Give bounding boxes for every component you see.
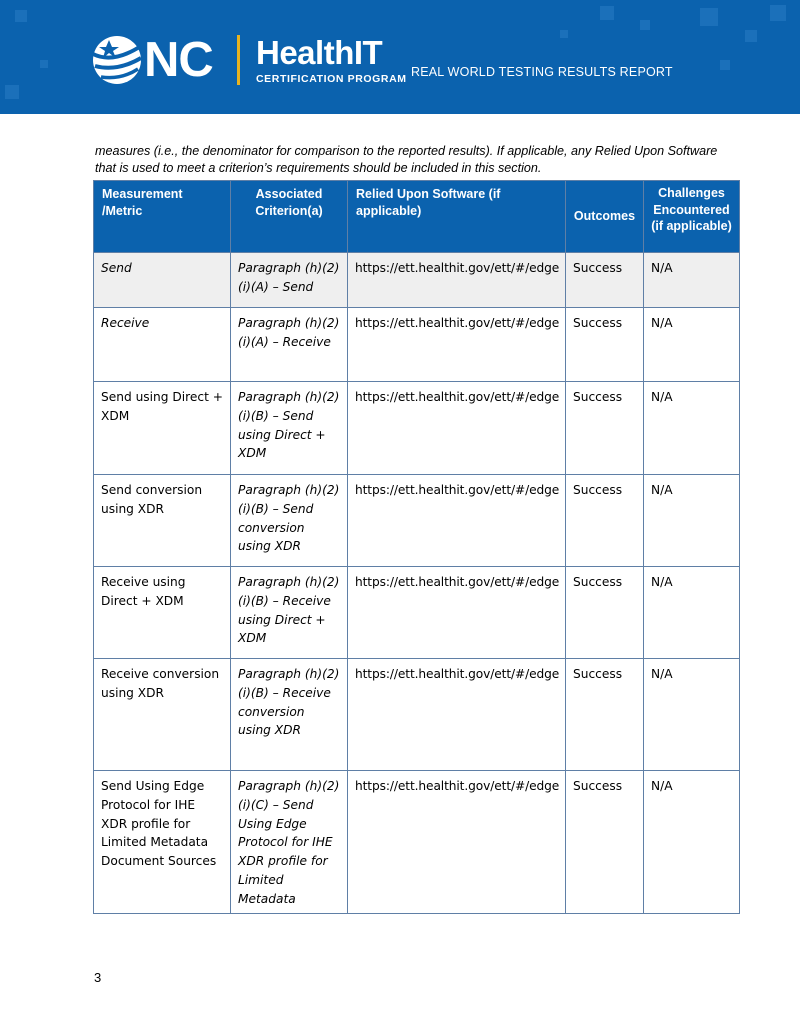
challenges-cell: N/A: [644, 382, 740, 475]
table-row: [94, 253, 740, 308]
certification-program-label: CERTIFICATION PROGRAM: [256, 73, 407, 85]
outcome-cell: Success: [566, 659, 644, 771]
challenges-cell: N/A: [644, 659, 740, 771]
header-challenges: Challenges Encountered (if applicable): [644, 181, 740, 253]
logo-divider: [237, 35, 240, 85]
challenges-cell: N/A: [644, 253, 740, 308]
table-row: [94, 475, 740, 567]
measurement-cell: Receive using Direct + XDM: [94, 567, 231, 659]
outcome-cell: Success: [566, 567, 644, 659]
table-row: [94, 659, 740, 771]
criterion-cell: Paragraph (h)(2)(i)(C) – Send Using Edge Protocol for IHE XDR profile for Limited Metadata: [231, 771, 348, 914]
measurement-cell: Send Using Edge Protocol for IHE XDR profile for Limited Metadata Document Sources: [94, 771, 231, 914]
outcome-cell: Success: [566, 308, 644, 382]
header-software: Relied Upon Software (if applicable): [348, 181, 566, 253]
header-measurement: Measurement /Metric: [94, 181, 231, 253]
measurement-cell: Receive: [94, 308, 231, 382]
header-criterion: Associated Criterion(a): [231, 181, 348, 253]
header-outcomes: Outcomes: [566, 181, 644, 253]
report-title: REAL WORLD TESTING RESULTS REPORT: [411, 65, 673, 79]
software-cell: https://ett.healthit.gov/ett/#/edge: [348, 382, 566, 475]
criterion-cell: Paragraph (h)(2)(i)(B) – Send conversion using XDR: [231, 475, 348, 567]
measurement-cell: Send: [94, 253, 231, 308]
criterion-cell: Paragraph (h)(2)(i)(B) – Receive conversion using XDR: [231, 659, 348, 771]
software-cell: https://ett.healthit.gov/ett/#/edge: [348, 308, 566, 382]
table-header-row: [94, 181, 740, 253]
measurement-cell: Send conversion using XDR: [94, 475, 231, 567]
onc-letters: NC: [144, 33, 213, 87]
header-banner: [0, 0, 800, 114]
outcome-cell: Success: [566, 253, 644, 308]
outcome-cell: Success: [566, 382, 644, 475]
healthit-wordmark: HealthIT: [256, 34, 383, 71]
measurement-cell: Receive conversion using XDR: [94, 659, 231, 771]
table-row: [94, 308, 740, 382]
challenges-cell: N/A: [644, 567, 740, 659]
page-number: 3: [94, 970, 102, 985]
criterion-cell: Paragraph (h)(2)(i)(A) – Receive: [231, 308, 348, 382]
onc-globe-icon: [91, 34, 143, 86]
challenges-cell: N/A: [644, 771, 740, 914]
measurement-cell: Send using Direct + XDM: [94, 382, 231, 475]
software-cell: https://ett.healthit.gov/ett/#/edge: [348, 475, 566, 567]
challenges-cell: N/A: [644, 308, 740, 382]
criterion-cell: Paragraph (h)(2)(i)(B) – Send using Direct + XDM: [231, 382, 348, 475]
outcome-cell: Success: [566, 771, 644, 914]
software-cell: https://ett.healthit.gov/ett/#/edge: [348, 771, 566, 914]
table-row: [94, 567, 740, 659]
software-cell: https://ett.healthit.gov/ett/#/edge: [348, 567, 566, 659]
software-cell: https://ett.healthit.gov/ett/#/edge: [348, 659, 566, 771]
table-row: [94, 382, 740, 475]
results-table: [93, 180, 740, 914]
outcome-cell: Success: [566, 475, 644, 567]
criterion-cell: Paragraph (h)(2)(i)(A) – Send: [231, 253, 348, 308]
software-cell: https://ett.healthit.gov/ett/#/edge: [348, 253, 566, 308]
table-row: [94, 771, 740, 914]
intro-paragraph: measures (i.e., the denominator for comparison to the reported results). If applicable, any Relied Upon Software that is used to meet a criterion’s requirements should be included in this section.: [95, 144, 718, 175]
criterion-cell: Paragraph (h)(2)(i)(B) – Receive using Direct + XDM: [231, 567, 348, 659]
challenges-cell: N/A: [644, 475, 740, 567]
